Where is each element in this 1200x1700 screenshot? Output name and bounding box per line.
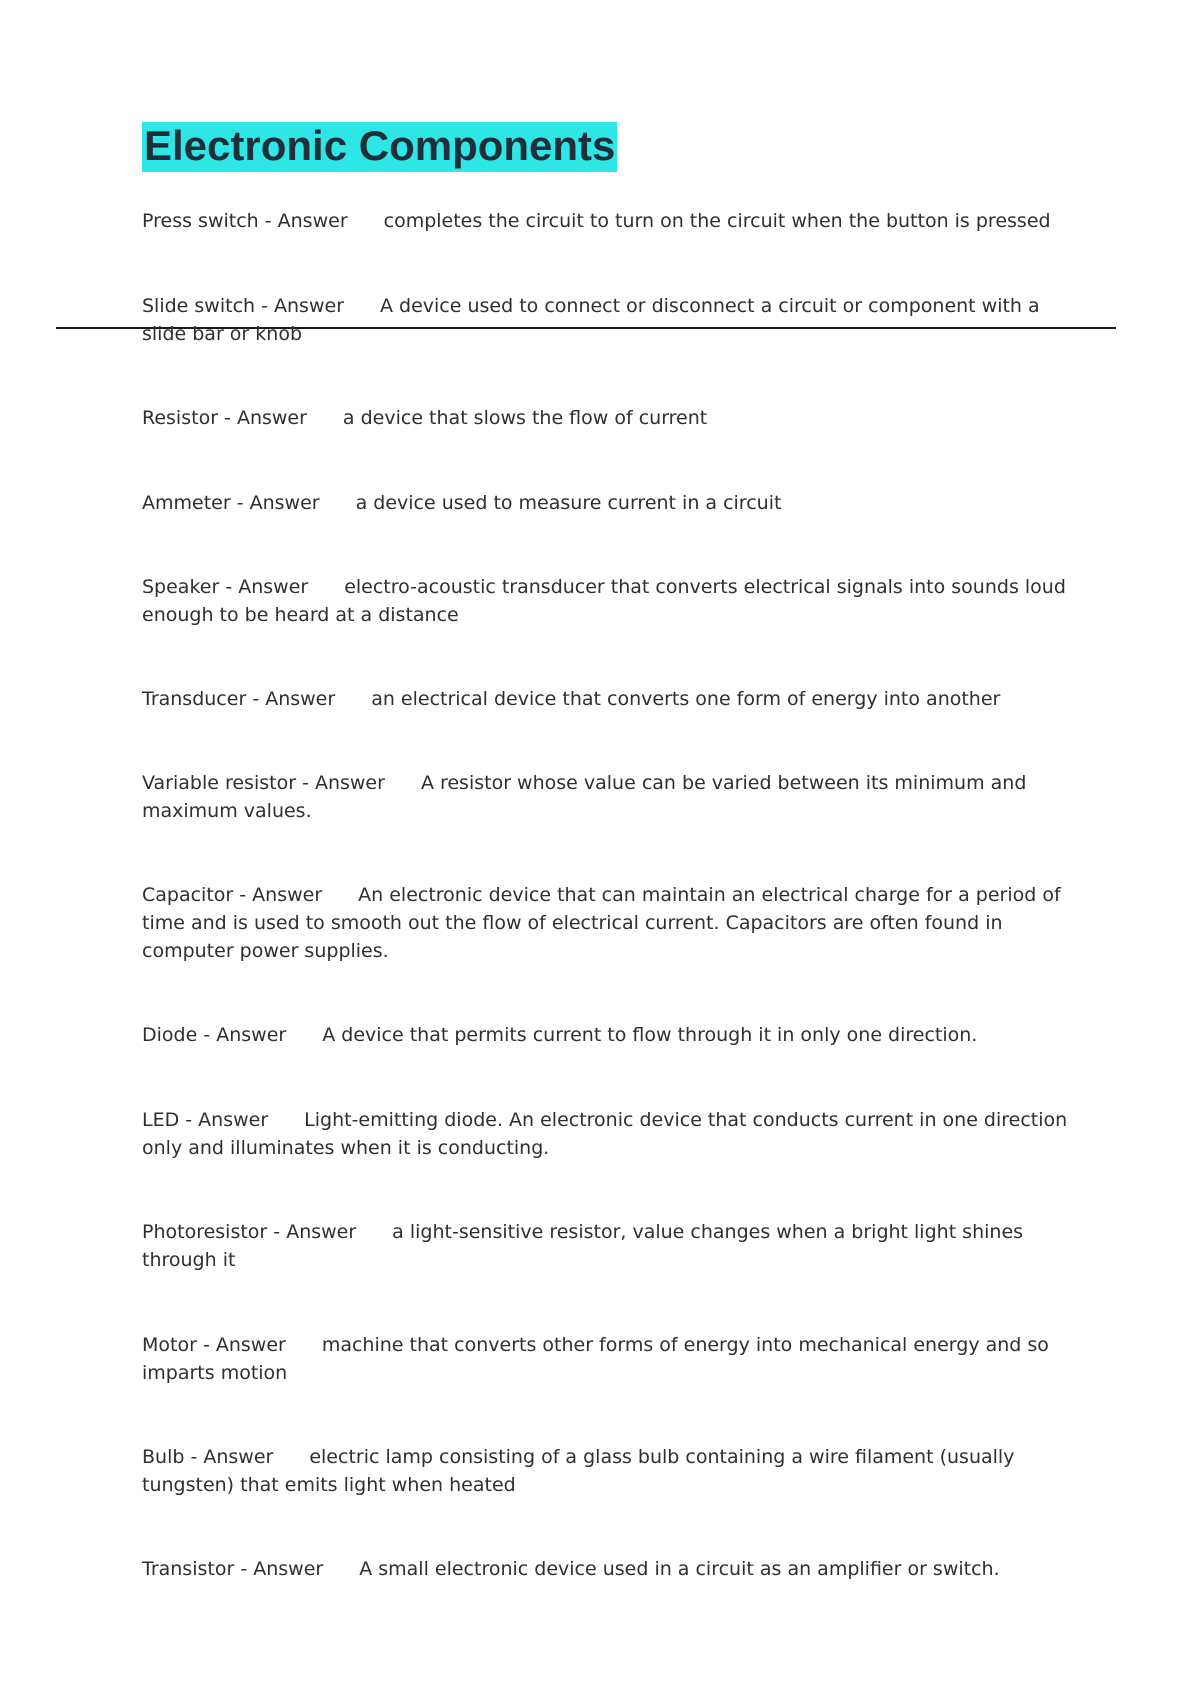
entry-term: LED - Answer [142,1109,269,1131]
entry-definition: an electrical device that converts one form of energy into another [371,688,1001,710]
entry-term: Transistor - Answer [142,1558,324,1580]
glossary-entry [142,769,1072,825]
entry-term: Motor - Answer [142,1334,286,1356]
entry-term: Diode - Answer [142,1024,287,1046]
entry-term: Resistor - Answer [142,407,307,429]
entry-term: Capacitor - Answer [142,884,323,906]
entry-term: Ammeter - Answer [142,492,320,514]
glossary-entry [142,292,1072,348]
glossary-entry [142,1443,1072,1499]
glossary-entry [142,1106,1072,1162]
glossary-entry [142,685,1072,713]
entry-definition: A resistor whose value can be varied between its minimum and maximum values. [142,772,1027,822]
entry-definition: A device that permits current to flow through it in only one direction. [322,1024,978,1046]
entry-definition: Light-emitting diode. An electronic device that conducts current in one direction only and illuminates when it is conducting. [142,1109,1068,1159]
entry-term: Photoresistor - Answer [142,1221,357,1243]
entry-definition: a light-sensitive resistor, value changes when a bright light shines through it [142,1221,1024,1271]
entry-definition: machine that converts other forms of energy into mechanical energy and so imparts motion [142,1334,1049,1384]
entry-term: Speaker - Answer [142,576,309,598]
entry-definition: electric lamp consisting of a glass bulb containing a wire filament (usually tungsten) that emits light when heated [142,1446,1015,1496]
entry-definition: a device that slows the flow of current [342,407,708,429]
glossary-entry [142,1218,1072,1274]
entry-definition: electro-acoustic transducer that converts electrical signals into sounds loud enough to be heard at a distance [142,576,1066,626]
glossary-entry [142,881,1072,965]
entry-term: Press switch - Answer [142,210,348,232]
entry-term: Slide switch - Answer [142,295,344,317]
glossary-entry [142,1555,1072,1583]
glossary-entry [142,573,1072,629]
glossary-entry [142,207,1072,235]
entry-term: Bulb - Answer [142,1446,274,1468]
entry-definition: A device used to connect or disconnect a circuit or component with a slide bar or knob [142,295,1040,345]
page-title: Electronic Components [142,122,617,172]
entry-definition: completes the circuit to turn on the circuit when the button is pressed [383,210,1051,232]
glossary-entry [142,1331,1072,1387]
entry-definition: A small electronic device used in a circuit as an amplifier or switch. [359,1558,1000,1580]
glossary-entry [142,404,1072,432]
entry-definition: a device used to measure current in a circuit [355,492,782,514]
glossary-entry [142,489,1072,517]
entry-term: Transducer - Answer [142,688,336,710]
entry-definition: An electronic device that can maintain an electrical charge for a period of time and is used to smooth out the flow of electrical current. Capacitors are often found in computer power supplies. [142,884,1061,962]
glossary-entry [142,1021,1072,1049]
entry-term: Variable resistor - Answer [142,772,385,794]
